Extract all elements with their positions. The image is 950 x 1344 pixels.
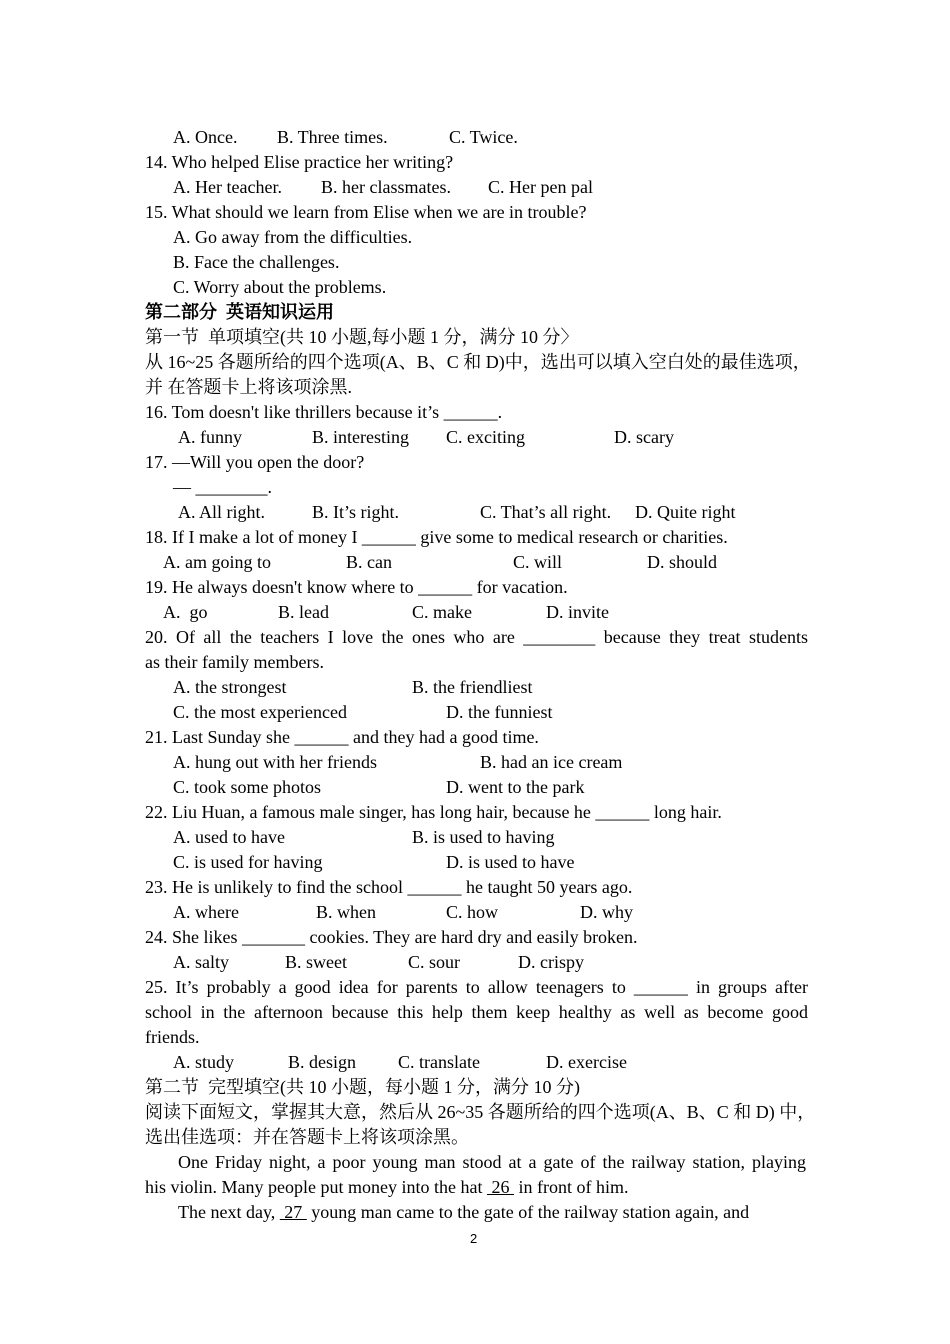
q16-option-a: A. funny [178,427,242,447]
q20-stem-line1: 20. Of all the teachers I love the ones who are ________ because they treat students [145,627,808,647]
passage-p1-line2 [145,1175,628,1200]
passage-p2-line1 [178,1200,749,1225]
q25-option-b: B. design [288,1052,357,1072]
q24-option-d: D. crispy [518,952,584,972]
q21-option-c: C. took some photos [173,777,322,797]
q25-stem-line3: friends. [145,1027,200,1047]
passage-text: The next day, [178,1202,276,1222]
passage-p1-line1: One Friday night, a poor young man stood at a gate of the railway station, playing [178,1152,806,1172]
q17-option-c: C. That’s all right. [480,502,612,522]
q21-option-b: B. had an ice cream [480,752,623,772]
q15-option-a: A. Go away from the difficulties. [173,227,413,247]
q24-option-b: B. sweet [285,952,347,972]
q23-option-c: C. how [446,902,499,922]
q14-option-a: A. Her teacher. [173,177,282,197]
section2-instructions-1: 阅读下面短文，掌握其大意，然后从 26~35 各题所给的四个选项(A、B、C 和 D) 中， [145,1102,816,1122]
q23-option-b: B. when [316,902,376,922]
q19-stem: 19. He always doesn't know where to ______ for vacation. [145,577,568,597]
q15-option-c: C. Worry about the problems. [173,277,387,297]
page-number: 2 [470,1231,478,1246]
q13-option-c: C. Twice. [449,127,518,147]
q17-reply: — ________. [173,477,272,497]
q18-option-b: B. can [346,552,392,572]
q19-option-d: D. invite [546,602,609,622]
q20-option-d: D. the funniest [446,702,553,722]
q23-stem: 23. He is unlikely to find the school ______ he taught 50 years ago. [145,877,633,897]
passage-text: his violin. Many people put money into the hat [145,1177,483,1197]
passage-text: young man came to the gate of the railway station again, and [306,1202,750,1222]
section2-title: 第二节 完型填空(共 10 小题，每小题 1 分，满分 10 分) [145,1077,580,1097]
q24-option-a: A. salty [173,952,229,972]
q24-stem: 24. She likes _______ cookies. They are hard dry and easily broken. [145,927,638,947]
q17-option-b: B. It’s right. [312,502,400,522]
q13-option-b: B. Three times. [277,127,388,147]
q13-option-a: A. Once. [173,127,238,147]
part2-title: 第二部分 英语知识运用 [145,302,334,322]
q21-stem: 21. Last Sunday she ______ and they had a good time. [145,727,539,747]
q16-option-c: C. exciting [446,427,525,447]
q18-stem: 18. If I make a lot of money I ______ give some to medical research or charities. [145,527,728,547]
q22-option-d: D. is used to have [446,852,575,872]
q17-stem: 17. —Will you open the door? [145,452,365,472]
q25-option-a: A. study [173,1052,235,1072]
q22-option-b: B. is used to having [412,827,555,847]
q25-option-d: D. exercise [546,1052,627,1072]
q22-option-a: A. used to have [173,827,285,847]
q25-stem-line1: 25. It’s probably a good idea for parents to allow teenagers to ______ in groups after [145,977,808,997]
q15-stem: 15. What should we learn from Elise when we are in trouble? [145,202,587,222]
q20-option-c: C. the most experienced [173,702,347,722]
blank-27: 27 [279,1202,307,1222]
section1-title: 第一节 单项填空(共 10 小题,每小题 1 分，满分 10 分〉 [145,327,579,347]
q18-option-d: D. should [647,552,718,572]
section1-instructions-2: 并 在答题卡上将该项涂黑. [145,377,352,397]
q22-option-c: C. is used for having [173,852,323,872]
q19-option-b: B. lead [278,602,329,622]
q24-option-c: C. sour [408,952,461,972]
q23-option-d: D. why [580,902,633,922]
q14-stem: 14. Who helped Elise practice her writing? [145,152,454,172]
blank-26: 26 [486,1177,514,1197]
q22-stem: 22. Liu Huan, a famous male singer, has long hair, because he ______ long hair. [145,802,722,822]
q19-option-a: A. go [163,602,208,622]
q20-option-b: B. the friendliest [412,677,533,697]
q16-option-d: D. scary [614,427,674,447]
passage-text: in front of him. [513,1177,629,1197]
q16-option-b: B. interesting [312,427,409,447]
q25-option-c: C. translate [398,1052,480,1072]
q14-option-b: B. her classmates. [321,177,451,197]
q18-option-c: C. will [513,552,563,572]
section2-instructions-2: 选出佳选项：并在答题卡上将该项涂黑。 [145,1127,469,1147]
q21-option-d: D. went to the park [446,777,585,797]
q17-option-a: A. All right. [178,502,266,522]
q20-option-a: A. the strongest [173,677,287,697]
q15-option-b: B. Face the challenges. [173,252,340,272]
q19-option-c: C. make [412,602,472,622]
q14-option-c: C. Her pen pal [488,177,593,197]
q16-stem: 16. Tom doesn't like thrillers because it’s ______. [145,402,503,422]
q23-option-a: A. where [173,902,239,922]
q25-stem-line2: school in the afternoon because this help them keep healthy as well as become good [145,1002,808,1022]
q21-option-a: A. hung out with her friends [173,752,377,772]
q17-option-d: D. Quite right [635,502,736,522]
q18-option-a: A. am going to [163,552,271,572]
section1-instructions-1: 从 16~25 各题所给的四个选项(A、B、C 和 D)中，选出可以填入空白处的最佳选项， [145,352,811,372]
q20-stem-line2: as their family members. [145,652,324,672]
